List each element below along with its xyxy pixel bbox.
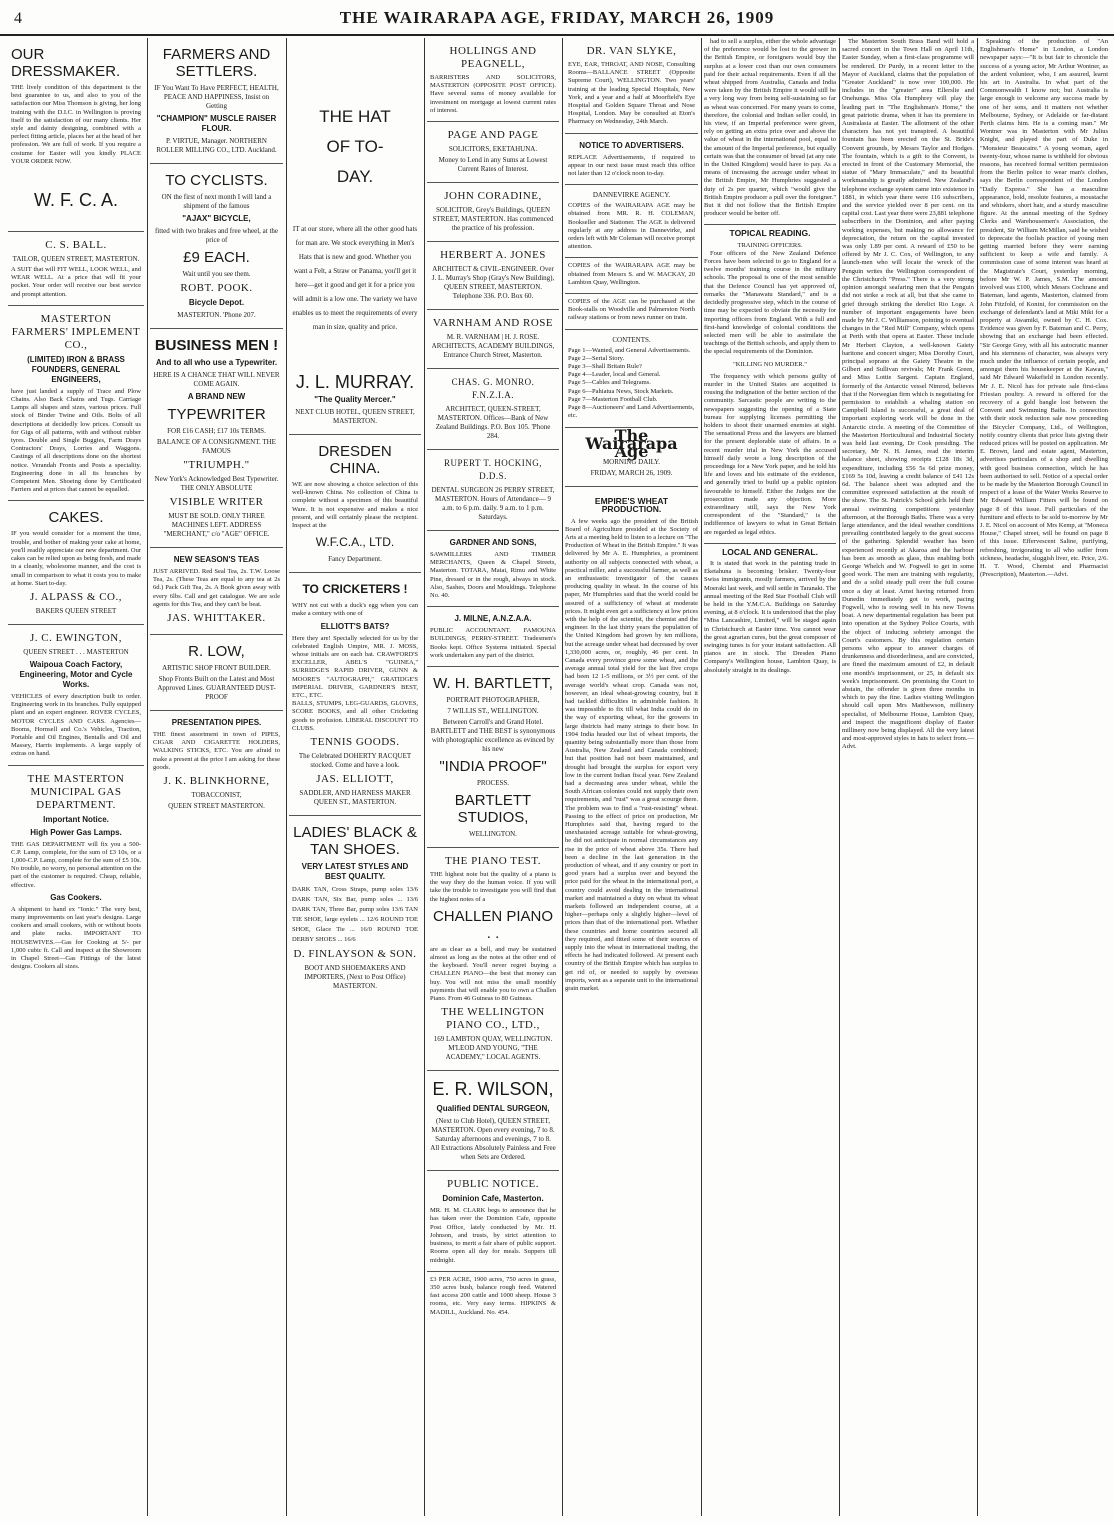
- column-3: [289, 38, 421, 1516]
- notice-copies: [565, 258, 698, 294]
- ad-bold: VERY LATEST STYLES AND BEST QUALITY.: [301, 862, 409, 882]
- ad-sub: PORTRAIT PHOTOGRAPHER,: [446, 696, 540, 705]
- ad-body: BALANCE OF A CONSIGNMENT. THE FAMOUS: [157, 438, 276, 455]
- ad-body: JUST ARRIVED. Red Seal Tea, 2s. T.W. Loose Tea, 2s. (These Teas are equal to any tea at 2s 6d.) Pack Gift Tea, 2s. A Book given away with every 6lbs. Call and get catalogue. We are sole agents for this Tea, and they can't be beat.: [153, 568, 280, 608]
- article-body: Four officers of the New Zealand Defence Forces have been selected to go to England for a twelve months' training course in the military schools. The proposal is one of the most sensible that the Defence Council has yet approved of, remarks the "Manawatu Standard," and is a decidedly progressive step, which in the course of time may be expected to obviate the necessity for importing officers from England. With a full and first-hand knowledge of colonial conditions the selected men will be able to assimilate the teachings of the British schools, and apply them to the special requirements of the Dominion.: [704, 249, 836, 356]
- notice-copies-2: [565, 294, 698, 330]
- ad-sub: BOOT AND SHOEMAKERS AND IMPORTERS, (Next to Post Office) MASTERTON.: [304, 964, 406, 991]
- ad-title: CAKES.: [48, 509, 104, 527]
- card-monro: [427, 369, 559, 450]
- card-body: SOLICITOR, Grey's Buildings, QUEEN STREET, MASTERTON. Has commenced the practice of his profession.: [432, 206, 554, 233]
- article-subheading: TRAINING OFFICERS.: [737, 241, 803, 249]
- card-body: M. R. VARNHAM | H. J. ROSE. ARCHITECTS, ACADEMY BUILDINGS, Entrance Church Street, Masterton.: [431, 333, 555, 360]
- ad-ball-tailor: [8, 232, 144, 306]
- ad-title: DRESDEN CHINA.: [318, 443, 392, 477]
- ad-name: C. S. BALL.: [45, 239, 107, 252]
- card-body: ARCHITECT, QUEEN-STREET, MASTERTON. Offices—Bank of New Zealand Buildings. P.O. Box 105. 'Phone 284.: [435, 405, 551, 441]
- masthead-date: FRIDAY, MARCH 26, 1909.: [590, 469, 673, 478]
- ad-body: THE highest note but the quality of a piano is the way they do the human voice. If you will take the trouble to investigate you will find that the highest notes of a: [430, 871, 556, 903]
- card-body: Money to Lend in any Sums at Lowest Current Rates of Interest.: [438, 156, 548, 174]
- card-name: HOLLINGS AND PEAGNELL,: [449, 45, 537, 70]
- ad-wilson: [427, 1071, 559, 1171]
- notice-title: DANNEVIRKE AGENCY.: [592, 191, 671, 200]
- ad-sub: WELLINGTON.: [469, 830, 517, 839]
- ad-farmers-settlers: [150, 38, 283, 164]
- ad-piano: [427, 848, 559, 1071]
- ad-title: NEW SEASON'S TEAS: [173, 555, 260, 564]
- ad-sub: PROCESS.: [476, 779, 510, 788]
- ad-product: "TRIUMPH.": [183, 459, 250, 471]
- ad-body: (Next to Club Hotel), QUEEN STREET, MASTERTON. Open every evening, 7 to 8. Saturday afternoons and evenings, 7 to 8. All Extractions Absolutely Painless and Free when Sets are Ordered.: [430, 1117, 556, 1162]
- card-gardner: [427, 531, 559, 607]
- ad-name: J. L. MURRAY.: [295, 372, 415, 392]
- column-5: [565, 38, 698, 1516]
- ad-name: BARTLETT STUDIOS,: [454, 792, 532, 827]
- contents-item: Page 4—Leader, local and General.: [568, 371, 661, 379]
- ad-addr: QUEEN STREET MASTERTON.: [168, 802, 265, 811]
- contents-item: Page 3—Shall Britain Rule?: [568, 363, 642, 371]
- column-4: [427, 38, 559, 1516]
- ad-name: W. H. BARTLETT,: [433, 675, 553, 693]
- ad-bold: "The Quality Mercer.": [314, 395, 396, 404]
- ad-wfca-dressmaker: [8, 38, 144, 232]
- ad-teas: [150, 548, 283, 635]
- ad-dresden: [289, 435, 421, 573]
- ad-sub: QUEEN STREET . . . MASTERTON: [23, 647, 129, 656]
- ad-name: THE WELLINGTON PIANO CO., LTD.,: [441, 1006, 545, 1032]
- column-1: [8, 38, 144, 1516]
- ad-bold: Qualified DENTAL SURGEON,: [436, 1104, 550, 1114]
- card-name: GARDNER AND SONS,: [449, 538, 537, 548]
- ad-typewriter: [150, 329, 283, 548]
- ad-low-builder: [150, 635, 283, 711]
- ad-public-notice: [427, 1171, 559, 1271]
- page-header: [0, 0, 1114, 36]
- notice-advertisers: [565, 134, 698, 186]
- column-6: [704, 38, 836, 1516]
- ad-body: fitted with two brakes and free wheel, at the price of: [154, 227, 279, 244]
- ad-body: MR. H. M. CLARK begs to announce that he has taken over the Dominion Cafe, opposite Post Office, lately conducted by Mr. H. Johnson, and trusts, by strict attention to business, to merit a fair share of public support. Rooms open all day for meals. Suppers till midnight.: [430, 1207, 556, 1264]
- card-body: EYE, EAR, THROAT, AND NOSE, Consulting Rooms—BALLANCE STREET (Opposite Supreme Court), WELLINGTON. Two years' training at the leading Special Hospitals, New York, and a year and a half at Moorfield's Eye Hospital and Golden Square Throat and Nose Hospital, London. May be consulted at Eton's Pharmacy on Wednesday, 24th March.: [568, 61, 695, 126]
- ad-ewington: [8, 625, 144, 766]
- ad-bartlett: [427, 667, 559, 848]
- card-van-slyke: [565, 38, 698, 134]
- ad-title: THE PIANO TEST.: [444, 855, 541, 868]
- contents-title: CONTENTS.: [612, 335, 651, 344]
- masthead-sub: MORNING DAILY.: [602, 458, 661, 467]
- column-rule: [286, 38, 287, 1516]
- card-body: SAWMILLERS AND TIMBER MERCHANTS, Queen & Chapel Streets, Masterton. TOTARA, Matai, Rimu and White Pine, dressed or in the rough, always in stock. Also, Sashes, Doors and Mouldings. Telephone No. 40.: [430, 551, 556, 600]
- card-name: PAGE AND PAGE: [447, 129, 539, 142]
- ad-body: IF You Want To Have PERFECT, HEALTH, PEACE AND HAPPINESS, Insist on Getting: [154, 84, 279, 110]
- article-heading: EMPIRE'S WHEAT PRODUCTION.: [594, 496, 669, 515]
- ad-body: The Celebrated DOHERTY RACQUET stocked. Come and have a look.: [298, 752, 412, 770]
- card-page: [427, 122, 559, 183]
- ad-sub: TOBACCONIST,: [191, 791, 242, 800]
- ad-product: VISIBLE WRITER: [169, 496, 264, 508]
- article-body: It is stated that work in the painting trade in Eketahuna is becoming brisker. Twenty-four Swiss immigrants, mostly farmers, arrived by the Moeraki last week, and will settle in Taranaki. The annual meeting of the Red Star Football Club will be held in the Y.M.C.A. Buildings on Saturday evening, at 8 o'clock. It is understood that the play "Miss Lancashire, Limited," will be staged again in Christchurch at Easter time. You cannot wear the great agrarian cures, but the great composer of swinging tunes is for your instant satisfaction. All pianos are in stock. The Dresden Piano Company's Wellington house, Lambton Quay, is absolutely straight in its dealings.: [704, 559, 836, 674]
- card-jones: [427, 242, 559, 310]
- ad-product: TYPEWRITER: [167, 406, 266, 423]
- ad-bold: High Power Gas Lamps.: [30, 827, 122, 837]
- ad-bold: ELLIOTT'S BATS?: [320, 621, 390, 631]
- ad-name: MASTERTON FARMERS' IMPLEMENT CO.,: [11, 312, 141, 351]
- ad-bold: A BRAND NEW: [187, 392, 246, 401]
- ad-name: ROBT. POOK.: [180, 282, 253, 294]
- page-number: 4: [14, 10, 22, 27]
- ad-body: VEHICLES of every description built to order. Engineering work in its branches. Fully equipped plant and an expert engineer. ROVER CYCLES, MOTOR CYCLES AND CARS. Agencies—Booms, Hornsell and Co.'s Vehicles, Traction, Portable and Oil Engines, Bentalls and Oil and Massey, Harris implements. A large supply of extras on hand.: [11, 692, 141, 758]
- ad-body: are as clear as a bell, and may be sustained almost as long as the notes at the other end of the keyboard. You'll never regret buying a CHALLEN PIANO—the best that money can buy. You will not miss the small monthly payments that will enable you to own a Challen Piano. From 46 Guineas to 80 Guineas.: [430, 945, 556, 1003]
- ad-body: THE finest assortment in town of PIPES, CIGAR AND CIGARETTE HOLDERS, WALKING STICKS, ETC. You are afraid to make a present at the price I am asking for these goods.: [153, 731, 280, 771]
- card-hollings: [427, 38, 559, 122]
- contents-item: Page 6—Pahiatua News, Stock Markets.: [568, 387, 674, 395]
- notice-body: COPIES of the WAIRARAPA AGE may be obtained from Messrs S. and W. MACKAY, 20 Lambton Quay, Wellington.: [568, 262, 695, 286]
- ad-sub: ARTISTIC SHOP FRONT BUILDER.: [162, 664, 271, 673]
- card-name: VARNHAM AND ROSE: [432, 317, 554, 330]
- card-name: CHAS. G. MONRO. F.N.Z.I.A.: [451, 377, 535, 401]
- ad-price: £9 EACH.: [183, 249, 250, 266]
- ad-body: THE GAS DEPARTMENT will fix you a 500-C.P. Lamp, complete, for the sum of £3 10s, or a 1,000-C.P. Lamp, complete for the sum of £5 10s. No trouble, no worry, no personal attention on the part of the customer is required. Cheap, reliable, effective.: [11, 840, 141, 889]
- ad-title: THE MASTERTON MUNICIPAL GAS DEPARTMENT.: [27, 772, 125, 811]
- ad-sub: (LIMITED) IRON & BRASS FOUNDERS, GENERAL ENGINEERS,: [27, 354, 125, 384]
- ad-name: JAS. ELLIOTT,: [316, 773, 394, 786]
- ad-hat: [289, 38, 421, 435]
- ad-body: DARK TAN, Cross Straps, pump soles 13/6 DARK TAN, Six Bar, pump soles ... 13/6 DARK TAN, Three Bar, pump soles 13/6 TAN TIE SHOE, large eyelets ... 12/6 ROUND TOE SHOE, Glace Tie ... 16/0 ROUND TOE DERBY SHOES ... 16/6: [292, 886, 418, 944]
- ad-ladies-shoes: [289, 816, 421, 999]
- contents-box: [565, 330, 698, 428]
- contents-item: Page 1—Wanted, and General Advertisements.: [568, 346, 691, 354]
- ad-cricketers: [289, 573, 421, 816]
- ad-body: Between Carroll's and Grand Hotel. BARTLETT and THE BEST is synonymous with photographic excellence as evinced by his new: [430, 718, 556, 754]
- ad-body: BALLS, STUMPS, LEG-GUARDS, GLOVES, SCORE BOOKS, and all other Cricketing goods to profusion. LIBERAL DISCOUNT TO CLUBS.: [292, 700, 418, 732]
- ad-bold: Waipoua Coach Factory, Engineering, Motor and Cycle Works.: [19, 659, 133, 689]
- column-2: [150, 38, 283, 1516]
- ad-price: FOR £16 CASH; £17 10s TERMS.: [167, 427, 266, 435]
- notice-body: COPIES of the WAIRARAPA AGE may be obtained from MR. R. H. COLEMAN, Bookseller and Stationer. The AGE is delivered regularly at any address in Dannevirke, and orders left with Mr Coleman will receive prompt attention.: [568, 202, 695, 251]
- column-rule: [424, 38, 425, 1516]
- column-rule: [977, 38, 978, 1516]
- ad-bold: Bicycle Depot.: [188, 298, 245, 307]
- ad-bold: Important Notice.: [43, 814, 109, 824]
- ad-addr: 7 WILLIS ST., WELLINGTON.: [447, 707, 539, 716]
- contents-item: Page 8—Auctioneers' and Land Advertisements, etc.: [568, 404, 695, 420]
- column-rule: [147, 38, 148, 1516]
- column-rule: [701, 38, 702, 1516]
- column-rule: [562, 38, 563, 1516]
- ad-title: BUSINESS MEN !: [154, 337, 279, 354]
- ad-sub: BAKERS QUEEN STREET: [35, 606, 117, 615]
- ad-name: D. FINLAYSON & SON.: [293, 948, 417, 961]
- ad-body: Here they are! Specially selected for us by the celebrated English Umpire, MR. J. MOSS, whose initials are on each bat. CRAWFORD'S EXCELLER, ABEL'S "GUINEA," SURRIDGE'S RAPID DRIVER, GUNN & MOORE'S "AUTOGRAPH," GRATIDGE'S IMPERIAL DRIVER, GARDNER'S BEST, ETC., ETC.: [292, 634, 418, 700]
- ad-farmers-implement: [8, 306, 144, 502]
- ad-title: OUR DRESSMAKER.: [11, 46, 121, 80]
- ad-title: TENNIS GOODS.: [310, 736, 400, 749]
- card-hocking: [427, 450, 559, 531]
- article-body: had to sell a surplus, either the whole advantage of the preference would be lost to the grower in the British Empire, or foreigners would buy the surplus at a lower cost than our own consumers paid for their actual requirements. Even if all the wheat shipped from Australia, Canada and India were taken by the British Empire it would still be a very long way from being self-sustaining so far as wheat was concerned. For many years to come, therefore, the colonial and Indian seller could, in his view, if an Imperial preference were given, rely on getting an extra price over and above the value of wheat in the international pool, equal to the amount of the Imperial preference, but equally certain was that the consumer of bread (at any rate in the United Kingdom) would have to pay. As a means of increasing the acreage under wheat in the British Empire, Mr Humphries suggested a duty of 2s per quarter, which "would give the British Empire producer a pull over the foreigner." But it did not follow that the British Empire producer would be better off.: [704, 38, 836, 218]
- card-name: DR. VAN SLYKE,: [586, 45, 677, 57]
- ad-sub: TAILOR, QUEEN STREET, MASTERTON.: [12, 255, 140, 264]
- card-body: PUBLIC ACCOUNTANT. FAMOUNA BUILDINGS, PERRY-STREET. Tradesmen's Books kept. Office Systems initiated. Special work undertaken any part of the district.: [430, 627, 556, 659]
- ad-product: "INDIA PROOF": [439, 758, 547, 776]
- ad-body: A shipment to hand ex "Ionic." The very best, many improvements on last year's designs. Large cookers and small cookers, with or without boots and plate racks. IMPORTANT TO HOUSEWIVES.—Gas for Cooking at 5/- per 1,000 cubic ft. Call and inspect at the Showroom in Chapel Street—Gas Fittings of the latest designs. Cookers all sizes.: [11, 905, 141, 971]
- card-body: ARCHITECT & CIVIL-ENGINEER. Over J. L. Murray's Shop (Gray's New Building), QUEEN STREET, MASTERTON. Telephone 336. P.O. Box 60.: [431, 265, 555, 301]
- ad-sub: SADDLER, AND HARNESS MAKER QUEEN ST., MASTERTON.: [299, 789, 411, 807]
- ad-body: A SUIT that will FIT WELL, LOOK WELL, and WEAR WELL. At a price that will fit your pocket. Your order will receive our best service and prompt attention.: [11, 266, 141, 298]
- ad-pipes: [150, 711, 283, 819]
- article-body: Speaking of the production of "An Englishman's Home" in London, a London newspaper says:—"It is but fair to chronicle the success of a young actor, Mr Arthur Wontner, as the ardent volunteer, who, I am assured, learnt his art in Australia. In what part of the Commonwealth I know not; but Australia is large enough to welcome any success made by one of her sons, and it matters not whether Melbourne, Sydney, or Adelaide or far-distant Perth claims him. He is a coming man." Mr Wontner was in Masterton with Mr Julius Knight, and played the part of Duke in "Monsieur Beaucaire." A young woman, aged twenty-four, whose name is withheld for obvious reasons, has received formal written permission from the Berlin police to wear man's clothes, says the Berlin correspondent of the London "Daily Express." She has a masculine appearance, bold, resolute features, a moustache and whiskers, short hair, and a sturdy masculine figure. At the annual meeting of the Sydney Clerks and Warehousemen's Association, the president, Sir William McMillan, said he wished to deprecate the foolish practice of young men getting married before they were earning sufficient to keep a wife and family. A commission case of some interest was heard at the Magistrate's Court, yesterday morning, before Mr W. P. James, S.M. The amount involved was £100, which Messrs Cochrane and Bateman, land agents, Masterton, claimed from John Fitzfold, of Konini, for commission on the exchange of defendant's land at Miki Miki for a property at Awamiki, owned by C. H. Cox. Evidence was given by F. Bateman and C. Perry, showing that an exchange had been effected. "Sir George Grey, with all his autocratic manner and his sternness of character, was always very much under the influence of certain people, and amongst them his housekeeper at the Kawau," said Mr Edward Wakefield in London recently. Mr J. E. Nicol has for private sale first-class Friesian poultry. A reward is offered for the recovery of a gold bangle lost between the Convent and Swimming Baths. In connection with their stock reduction sale now proceeding the Bicycler Company, Ltd., of Wellington, notify country clients that price lists giving their reduced prices will be posted on application. Mr E. Brown, land and estate agent, Masterton, advertises particulars of a shop and dwelling with good business connection, which he has been authorised to sell. Notice of a special order to be made by the Masterton Borough Council in respect of a lease of the Water Works Reserve to Mr Edward William Fitters will be found on page 8 of this issue. Full particulars of the furniture and effects to be sold to-morrow by Mr J. E. Nicol on account of Mrs Kemp, at "Moneca House," Chapel street, will be found on page 8 of this issue. Effervescent Saline, purifying, refreshing, invigorating to all who suffer from sickness, headache, sluggish liver, etc. Price, 2/6. H. T. Wood, Chemist and Pharmacist (Prescription), Masterton.—Advt.: [980, 38, 1108, 579]
- contents-item: Page 7—Masterton Football Club.: [568, 395, 658, 403]
- article-body: The Masterton South Brass Band will hold a sacred concert in the Town Hall on April 11th, Easter Sunday, when a first-class programme will be rendered. Dr Purdy, in a recent letter to the Mayor of Auckland, claims that the population of "Greater Auckland" is now over 100,000. He includes in the "greater" area Ellerslie and Onehunga. Miss Ola Humphrey will play the leading part in "The Englishman's Home," the great patriotic drama, when it has its premiere in Australasia at Easter. The allotment of the other characters has not yet transpired. A beautiful fountain has been erected on the St. Bride's Convent grounds, by Messrs Taylor and Hodges. The fountain, which is a gift to the Convent, is erected in front of the Customary Memorial, the statue of "Mary Immaculate," and its beautiful workmanship is greatly admired. New Zealand's telephone exchange system came into existence in 1881, in which year there were 116 subscribers, and the service yielded over 8 per cent. on its capital cost. Last year there were 23,881 telephone subscribers in the Dominion, and after paying working expenses, but making no allowance for depreciation, the return on the capital invested was only 1.89 per cent. A reward of £50 to be offered by Mr J. C. Cox, of Wellington, to any launch-men who will locate the wreck of the Penguin writes the Wellington correspondent of the Christchurch "Press." There is a very strong opinion amongst seafaring men that the Penguin did not strike a rock at all, but that she came to grief through striking the derelict Rio Loge. A number of important engagements have been made by Mr J. C. Williamson, pointing to eventual changes in the "Red Mill" Company, which opens at Perth with that opera at Easter. These include Mr Herbert Clayton, a well-known Gaiety baritone and concert singer; Miss Dorothy Court, principal soprano at the Gaiety Theatre in the Gilbert and Sullivan revivals; Mr Frank Green, and Miss Lottie Sargent. Captain England, formerly of the Antarctic vessel Nimrod, believes that if the Norwegian firm which is negotiating for permission to establish a whaling station on Campbell Island is successful, a great deal of important exploring work will be done in the Antarctic circle. A meeting of the Committee of the Masterton Horticultural and Industrial Society was held last evening, Dr Cook presiding. The secretary, Mr N. H. James, read the interim balance sheet, showing receipts £128 18s 3d, expenditure, including £56 5s 6d prize money, £169 5s 10d, leaving a credit balance of £41 12s 6d. The balance sheet was adopted and the committee expressed satisfaction at the result of the show. The St. Patrick's School girls held their annual swimming competitions yesterday afternoon, at the Borough Baths. There was a very large attendance, and the ideal weather conditions prevailing contributed largely to the great success of the gathering. Splendid weather has been experienced recently at Akaroa and the harbour has been as smooth as glass, thus enabling both George Whelch and W. Fogwell to get in some good work. The men are training with regularity, and do a solid steady pull over the full course once a day at least. Arnst having returned from Dunedin immediately got to work, pacing Fogwell, who is rowing well in his new Towns boat. A new departmental regulation has been put into operation at the Sydney Police Courts, with the object of inducing sobriety amongst the Court's customers. By this regulation certain persons who appear to answer charges of drunkenness and disorderliness, and are convicted, are fined the maximum amount of £2, in default one month's imprisonment, or 25, in default six week's imprisonment. On promising the Court to abstain, the offender is given three months in which to pay the fine. Ladies visiting Wellington should call upon Mrs Matthewson, millinery specialist, of Melbourne House, Lambton Quay, and inspect the magnificent display of Easter millinery now being displayed. All the very latest and most-approved styles in hats to select from.—Advt.: [842, 38, 974, 751]
- article-subheading: "KILLING NO MURDER.": [733, 360, 807, 368]
- card-name: JOHN CORADINE,: [444, 190, 542, 203]
- ad-body: WE are now showing a choice selection of this well-known China. No collection of China is complete without a specimen of this beautiful Ware. It is not expensive and makes a nice present, and will certainly please the recipient. Inspect at the: [292, 481, 418, 530]
- ad-body: Wait until you see them.: [182, 270, 251, 278]
- card-milne: [427, 607, 559, 667]
- notice-body: REPLACE Advertisements, if required to appear in our next issue must reach this office not later than 12 o'clock noon to-day.: [568, 153, 695, 178]
- ad-sub: P. VIRTUE, Manager. NORTHERN ROLLER MILLING CO., LTD. Auckland.: [156, 137, 277, 154]
- card-coradine: [427, 183, 559, 242]
- contents-item: Page 2—Serial Story.: [568, 354, 625, 362]
- ad-body: ON the first of next month I will land a shipment of the famous: [161, 193, 272, 210]
- ad-body: New York's Acknowledged Best Typewriter. THE ONLY ABSOLUTE: [154, 475, 279, 492]
- ad-cyclists: [150, 164, 283, 329]
- contents-item: Page 5—Cables and Telegrams.: [568, 379, 651, 387]
- ad-name: E. R. WILSON,: [432, 1079, 554, 1100]
- ad-body: Shop Fronts Built on the Latest and Most Approved Lines. GUARANTEED DUST-PROOF: [157, 675, 276, 702]
- masthead: [565, 425, 698, 488]
- ad-cakes: [8, 501, 144, 624]
- ad-bold: "AJAX" BICYCLE,: [182, 214, 251, 223]
- card-varnham: [427, 310, 559, 369]
- ad-bold: Dominion Cafe, Masterton.: [442, 1194, 544, 1204]
- column-7: [842, 38, 974, 1516]
- card-body: BARRISTERS AND SOLICITORS, MASTERTON (OPPOSITE POST OFFICE). Have several sums of money available for investment on mortgage at lowest current rates of interest.: [430, 74, 556, 114]
- ad-name: JAS. WHITTAKER.: [167, 612, 266, 625]
- notice-dannevirke: [565, 185, 698, 258]
- card-name: J. MILNE, A.N.Z.A.A.: [454, 614, 532, 624]
- ad-title: TO CYCLISTS.: [165, 172, 268, 189]
- column-8: [980, 38, 1108, 1516]
- ad-body: HERE IS A CHANCE THAT WILL NEVER COME AGAIN.: [153, 371, 280, 388]
- ad-sub: NEXT CLUB HOTEL, QUEEN STREET, MASTERTON.: [295, 408, 415, 425]
- ad-mark: W. F. C. A.: [33, 190, 118, 211]
- notice-title: NOTICE TO ADVERTISERS.: [579, 140, 684, 150]
- ad-body: IF you would consider for a moment the time, trouble, and bother of making your cake at home, you'll readily appreciate our new department. Our cakes can be relied upon as being fresh, and made in a cleanly, wholesome manner, and the cost is small in comparison to what it costs you to make at home. Start to-day.: [11, 530, 141, 587]
- ad-name: J. C. EWINGTON,: [30, 631, 122, 644]
- ad-sub: Fancy Department.: [328, 555, 382, 564]
- card-name: HERBERT A. JONES: [440, 249, 546, 262]
- ad-title: FARMERS AND SETTLERS.: [162, 46, 271, 80]
- ad-sub: 169 LAMBTON QUAY, WELLINGTON. M'LEOD AND YOUNG, "THE ACADEMY," LOCAL AGENTS.: [433, 1035, 553, 1062]
- ad-title: PRESENTATION PIPES.: [171, 718, 262, 728]
- article-body: A few weeks ago the president of the British Board of Agriculture presided at the Society of Arts at a meeting held to listen to a lecture on "The Production of Wheat in the British Empire." It was delivered by Mr A. E. Humphries, a prominent authority on all subjects connected with wheat, a practical miller, and a successful farmer, as well as an enthusiastic investigator of the causes producing quality in wheat. In the course of his paper, Mr Humphries said that the world could be assured of a sufficiency of wheat at moderate prices. It might even get a sufficiency at low prices with the help of the scientist, the chemist and the engineer. In the last thirty years the population of the United Kingdom had grown by ten millions, but the acreage under wheat had decreased by over 1,330,000 acres, or, roughly, 46 per cent. In Canada every province grew some wheat, and the average annual total yield for the last five crops had been 12 1-5 millions, or 3½ per cent. of the average world's wheat crop. Canada was not, however, an ideal wheat-growing country, but it had tackled difficulties in admirable fashion. It was impossible to fix till what India could do in the way of exporting wheat, for the growers in large districts had many strings to their bow. In 1904 India headed our list of wheat imports, the quantity being substantially more than those from Australia, New Zealand and Canada combined; but that position had not been maintained, and drought had brought the surplus for export very low in the current Indian fiscal year. New Zealand had a decreasing area under wheat, while the South African colonies could not supply their own requirements, and "rust" was a great scourge there. The problem was to find a "rust-resisting" wheat. Passing to the effect of price on production, Mr Humphries said that, having regard to the unexhausted acreage suitable for wheat-growing, he did not anticipate in normal circumstances any rise in the price of wheat above 35s. There had been a decline in the last generation in the production of wheat, and if any country or port in good years had a surplus over and beyond the price paid for the wheat in the international port, a country could avoid dealing in the international market and maintained a duty on wheat its wheat markets followed an independent course, at a higher—perhaps only a slightly higher—level of prices than that of the international port. Whether these countries and home countries secured all they required, and fitted some of their sources of supply into the wheat in international trading, the effects he had indicated followed. At present each country of the British Empire which has surplus to get rid of, or needed to supply by overseas imports, went as a separate unit to the international grain market.: [565, 517, 698, 993]
- ad-body: WHY not cut with a duck's egg when you can make a century with one of: [292, 602, 418, 618]
- card-sub: SOLICITORS, EKETAHUNA.: [448, 145, 538, 154]
- card-name: RUPERT T. HOCKING, D.D.S.: [444, 458, 542, 482]
- newspaper-title: THE WAIRARAPA AGE, FRIDAY, MARCH 26, 1909: [339, 8, 775, 27]
- ad-bold: "CHAMPION" MUSCLE RAISER FLOUR.: [156, 114, 277, 133]
- ad-title: THE HAT OF TO-DAY.: [319, 107, 391, 186]
- ad-body: £3 PER ACRE, 1900 acres, 750 acres in grass, 350 acres bush, balance rough feed. Watered fast access 200 cattle and 1000 sheep. House 3 rooms, etc. Very easy terms. HIPKINS & MADILL, Auckland. No. 454.: [430, 1275, 556, 1316]
- ad-name: R. LOW,: [188, 643, 245, 661]
- article-body: The frequency with which persons guilty of murder in the United States are acquitted is rousing the indignation of the better section of the community. Sarcastic people are writing to the newspapers suggesting the opening of a State bureau for supplying licenses permitting the holders to shoot their unarmed enemies at sight. The sensational Press and the lawyers are blamed for the present deplorable state of affairs. In a recent murder trial in New York the accused himself daily wrote a long description of the proceedings for a New York paper, and he told his life and loves and his estimate of the evidence, and generally tried to build up a public opinion favourable to himself. Either the Judges nor the prosecution made any objection. More extraordinary still, says the New York correspondent of the "Standard," is the indifference of lawyers to what in Great Britain are regarded as legal ethics.: [704, 372, 836, 536]
- ad-body: IT at our store, where all the other good hats for man are. We stock everything in Men's Hats that is new and good. Whether you want a Felt, a Straw or Panama, you'll get it here—get it good and get it for a price you will admit is a low one. The variety we have enables us to meet the requirements of every man in size, quality and price.: [292, 225, 418, 331]
- notice-body: COPIES of the AGE can be purchased at the Book-stalls on Woodville and Palmerston North railway stations or from news runner on train.: [568, 298, 695, 322]
- ad-title: LADIES' BLACK & TAN SHOES.: [293, 824, 417, 859]
- ad-title: PUBLIC NOTICE.: [447, 1178, 539, 1191]
- ad-name: J. ALPASS & CO.,: [30, 590, 122, 603]
- ad-sub: MASTERTON. 'Phone 207.: [177, 311, 256, 319]
- masthead-title: The Wairarapa Age: [585, 425, 678, 461]
- column-rule: [839, 38, 840, 1516]
- ad-body: MUST BE SOLD. ONLY THREE MACHINES LEFT. ADDRESS "MERCHANT," c/o "AGE" OFFICE.: [163, 512, 270, 538]
- ad-bold: And to all who use a Typewriter.: [155, 358, 278, 367]
- ad-title: TO CRICKETERS !: [302, 582, 408, 597]
- ad-body: have just landed a supply of Trace and Plow Chains. Also Back Chains and Tugs. Carriage Lamps all shapes and sizes, various prices. Full stock of Binder Twine and Oils. Bolts of all descriptions at decidedly low prices. Consult us for Gigs of all patterns, with and without rubber tyres. Double and Single Buggies, Farm Drays Contractors' Drays, Lorries and Waggons. Castings of all descriptions done on the shortest notice. Verandah Fronts and Posts a speciality. Engineering done in all its branches by Competent Men. Shoeing done by Certificated Farriers and at prices that cannot be equalled.: [11, 387, 141, 494]
- ad-gas-department: [8, 766, 144, 978]
- ad-name: W.F.C.A., LTD.: [315, 535, 395, 550]
- ad-bold: Gas Cookers.: [50, 892, 102, 902]
- ad-name: J. K. BLINKHORNE,: [163, 775, 270, 788]
- ad-land: [427, 1272, 559, 1323]
- ad-body: THE lively condition of this department is the best guarantee to us, and also to you of the satisfaction our Miss Thomson is giving, her long training with the D.I.C. in Wellington is proving itself to the satisfaction of our many clients. Her style and dainty designing, combined with a perfect fitting article, places her at the head of her profession. We are full of work. If you require a costume for Easter will you kindly PLACE YOUR ORDER NOW.: [11, 84, 141, 165]
- card-body: DENTAL SURGEON 26 PERRY STREET, MASTERTON. Hours of Attendance— 9 a.m. to 6 p.m. daily. 9 a.m. to 1 p.m. Saturdays.: [431, 486, 555, 522]
- article-heading: LOCAL AND GENERAL.: [704, 543, 836, 556]
- article-heading: TOPICAL READING.: [704, 224, 836, 237]
- ad-product: CHALLEN PIANO . .: [432, 907, 554, 942]
